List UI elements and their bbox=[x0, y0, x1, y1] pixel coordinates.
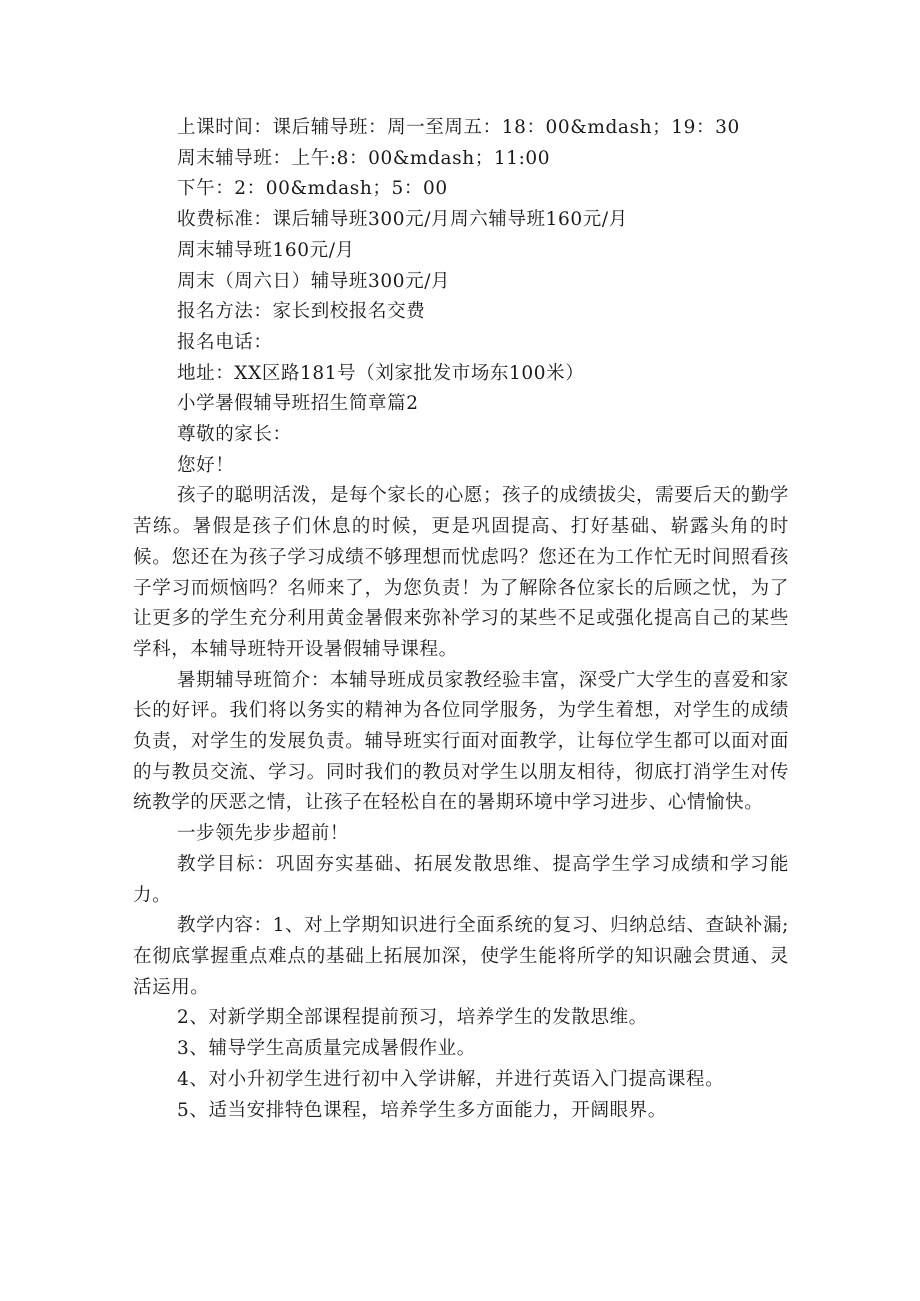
afternoon-line: 下午：2：00&mdash；5：00 bbox=[177, 178, 448, 200]
overview-paragraph: 暑期辅导班简介：本辅导班成员家教经验丰富，深受广大学生的喜爱和家长的好评。我们将以务实的精神为各位同学服务，为学生着想，对学生的成绩负责，对学生的发展负责。辅导班实行面对面教学，让每位学生都可以面对面的与教员交流、学习。同时我们的教员对学生以朋友相待，彻底打消学生对传统教学的厌恶之情，让孩子在轻松自在的暑期环境中学习进步、心情愉快。 bbox=[133, 669, 789, 814]
goal-paragraph: 教学目标：巩固夯实基础、拓展发散思维、提高学生学习成绩和学习能力。 bbox=[133, 853, 789, 906]
class-time-line: 上课时间：课后辅导班：周一至周五：18：00&mdash；19：30 bbox=[177, 117, 740, 138]
registration-method-line: 报名方法：家长到校报名交费 bbox=[177, 301, 426, 323]
greeting-line: 尊敬的家长： bbox=[177, 424, 292, 446]
content-item-2: 2、对新学期全部课程提前预习，培养学生的发散思维。 bbox=[177, 1007, 648, 1029]
content-item-5: 5、适当安排特色课程，培养学生多方面能力，开阔眼界。 bbox=[177, 1099, 667, 1121]
document-body bbox=[133, 113, 789, 1126]
saturday-fee-line: 周末（周六日）辅导班300元/月 bbox=[177, 270, 451, 292]
section-title: 小学暑假辅导班招生简章篇2 bbox=[177, 393, 419, 415]
registration-phone-line: 报名电话： bbox=[177, 331, 273, 353]
address-line: 地址：XX区路181号（刘家批发市场东100米） bbox=[177, 362, 585, 384]
weekend-class-line: 周末辅导班：上午:8：00&mdash；11:00 bbox=[177, 147, 551, 169]
content-item-4: 4、对小升初学生进行初中入学讲解，并进行英语入门提高课程。 bbox=[177, 1068, 725, 1090]
intro-paragraph: 孩子的聪明活泼，是每个家长的心愿；孩子的成绩拔尖，需要后天的勤学苦练。暑假是孩子们休息的时候，更是巩固提高、打好基础、崭露头角的时候。您还在为孩子学习成绩不够理想而忧虑吗？您还在为工作忙无时间照看孩子学习而烦恼吗？名师来了，为您负责！为了解除各位家长的后顾之忧，为了让更多的学生充分利用黄金暑假来弥补学习的某些不足或强化提高自己的某些学科，本辅导班特开设暑假辅导课程。 bbox=[133, 485, 789, 660]
content-item-1: 教学内容：1、对上学期知识进行全面系统的复习、归纳总结、查缺补漏;在彻底掌握重点难点的基础上拓展加深，使学生能将所学的知识融会贯通、灵活运用。 bbox=[133, 915, 789, 998]
content-item-3: 3、辅导学生高质量完成暑假作业。 bbox=[177, 1038, 476, 1060]
slogan-line: 一步领先步步超前！ bbox=[177, 823, 349, 845]
weekend-fee-line: 周末辅导班160元/月 bbox=[177, 239, 355, 261]
fee-standard-line: 收费标准：课后辅导班300元/月周六辅导班160元/月 bbox=[177, 209, 628, 231]
hello-line: 您好！ bbox=[177, 454, 235, 476]
